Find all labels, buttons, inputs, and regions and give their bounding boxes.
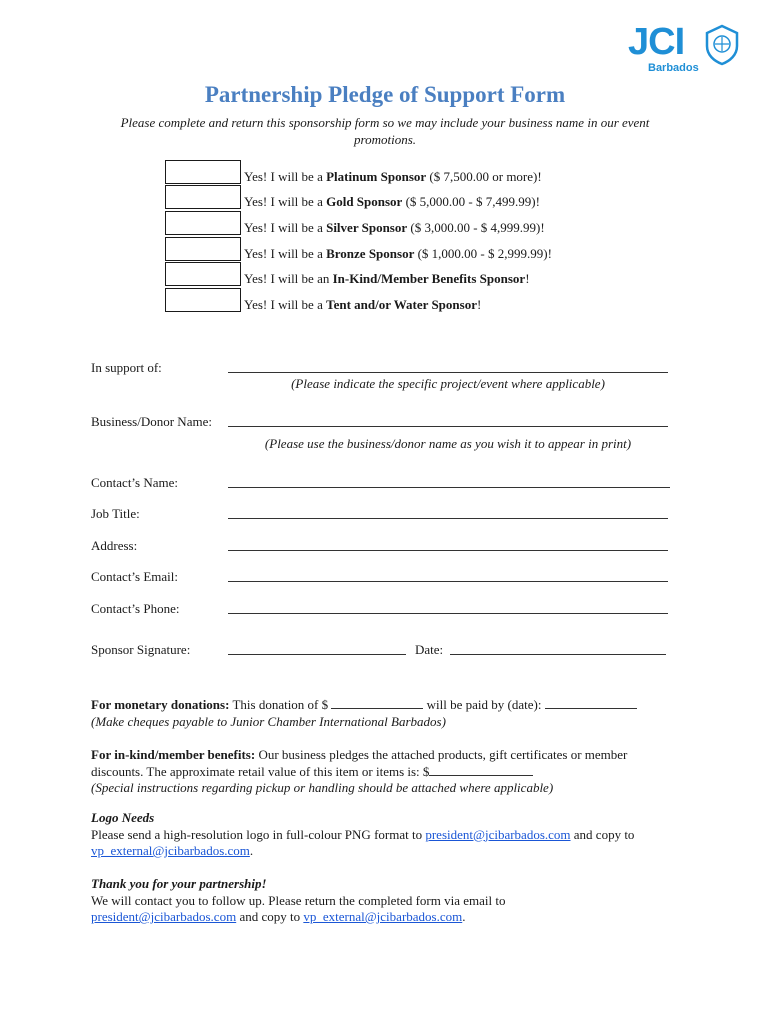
option-gold: Yes! I will be a Gold Sponsor ($ 5,000.00 - $ 7,499.99)! — [244, 194, 540, 209]
jci-logo-subtitle: Barbados — [648, 62, 699, 74]
support-label: In support of: — [91, 360, 162, 375]
business-note: (Please use the business/donor name as you wish it to appear in print) — [264, 436, 632, 451]
president-email-link-2[interactable]: president@jcibarbados.com — [91, 909, 237, 924]
jci-logo-wordmark: JCI — [628, 21, 685, 63]
option-bronze: Yes! I will be a Bronze Sponsor ($ 1,000.00 - $ 2,999.99)! — [244, 246, 552, 261]
inkind-section: For in-kind/member benefits: Our business pledges the attached products, gift certificates or member discounts. The approximate retail value of this item or items is: $ (Special instructions regarding pickup or handling should be attached where applicable) — [91, 747, 628, 795]
job-title-input-line[interactable] — [228, 518, 668, 519]
intro-text: Please complete and return this sponsorship form so we may include your business name in our event promotions. — [120, 115, 650, 147]
phone-input-line[interactable] — [228, 613, 668, 614]
business-label: Business/Donor Name: — [91, 414, 212, 429]
address-input-line[interactable] — [228, 550, 668, 551]
option-tent-water: Yes! I will be a Tent and/or Water Sponsor! — [244, 297, 482, 312]
option-inkind: Yes! I will be an In-Kind/Member Benefits Sponsor! — [244, 271, 530, 286]
address-label: Address: — [91, 538, 138, 553]
option-platinum: Yes! I will be a Platinum Sponsor ($ 7,500.00 or more)! — [244, 169, 542, 184]
vp-external-email-link[interactable]: vp_external@jcibarbados.com — [91, 843, 250, 858]
retail-value-line[interactable] — [429, 764, 533, 776]
contact-name-input-line[interactable] — [228, 487, 670, 488]
signature-input-line[interactable] — [228, 654, 406, 655]
option-silver: Yes! I will be a Silver Sponsor ($ 3,000.00 - $ 4,999.99)! — [244, 220, 545, 235]
job-title-label: Job Title: — [91, 506, 140, 521]
inkind-checkbox[interactable] — [165, 262, 241, 286]
donation-date-line[interactable] — [545, 697, 637, 709]
email-label: Contact’s Email: — [91, 569, 179, 584]
date-label: Date: — [415, 642, 444, 657]
platinum-checkbox[interactable] — [165, 160, 241, 184]
page-title: Partnership Pledge of Support Form — [204, 82, 566, 107]
bronze-checkbox[interactable] — [165, 237, 241, 261]
signature-label: Sponsor Signature: — [91, 642, 191, 657]
donation-amount-line[interactable] — [331, 697, 423, 709]
thanks-section: Thank you for your partnership! We will contact you to follow up. Please return the completed form via email to president@jcibarbados.com and copy to vp_external@jcibarbados.com. — [91, 876, 506, 924]
email-input-line[interactable] — [228, 581, 668, 582]
support-input-line[interactable] — [228, 372, 668, 373]
logo-needs-section: Logo Needs Please send a high-resolution logo in full-colour PNG format to president@jcibarbados.com and copy to vp_external@jcibarbados.com. — [91, 810, 635, 858]
vp-external-email-link-2[interactable]: vp_external@jcibarbados.com — [303, 909, 463, 924]
tent-water-checkbox[interactable] — [165, 288, 241, 312]
phone-label: Contact’s Phone: — [91, 601, 180, 616]
date-input-line[interactable] — [450, 654, 666, 655]
jci-emblem-icon — [704, 24, 740, 66]
monetary-section: For monetary donations: This donation of $ will be paid by (date): (Make cheques payable to Junior Chamber International Barbados) — [91, 697, 691, 730]
support-note: (Please indicate the specific project/event where applicable) — [291, 376, 605, 391]
silver-checkbox[interactable] — [165, 211, 241, 235]
president-email-link[interactable]: president@jcibarbados.com — [425, 826, 571, 842]
contact-name-label: Contact’s Name: — [91, 475, 179, 490]
business-input-line[interactable] — [228, 426, 668, 427]
gold-checkbox[interactable] — [165, 185, 241, 209]
